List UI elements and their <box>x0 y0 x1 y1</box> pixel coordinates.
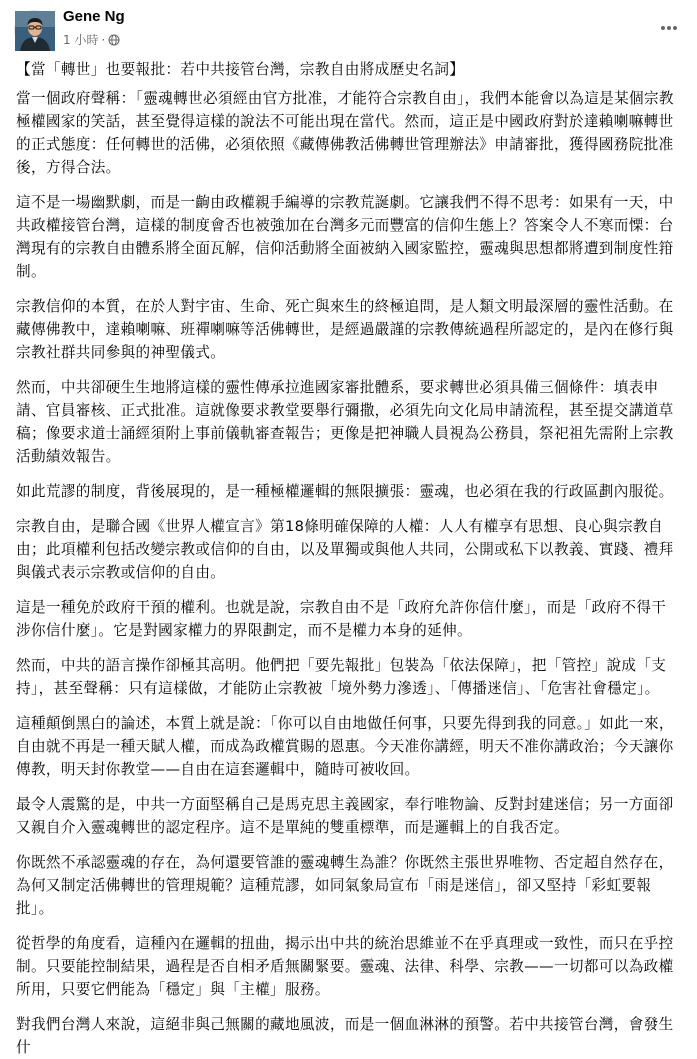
globe-icon[interactable] <box>108 34 120 46</box>
post-header <box>0 0 697 58</box>
post-paragraph: 當一個政府聲稱：「靈魂轉世必須經由官方批准，才能符合宗教自由」，我們本能會以為這是某個宗教極權國家的笑話，甚至覺得這樣的說法不可能出現在當代。然而，這正是中國政府對於達賴喇嘛轉世的正式態度：任何轉世的活佛，必須依照《藏傳佛教活佛轉世管理辦法》申請審批，獲得國務院批准後，方得合法。 <box>16 90 674 176</box>
post-paragraph: 然而，中共的語言操作卻極其高明。他們把「要先報批」包裝為「依法保障」，把「管控」說成「支持」，甚至聲稱：只有這樣做，才能防止宗教被「境外勢力滲透」、「傳播迷信」、「危害社會穩定」。 <box>16 657 667 697</box>
post-title: 【當「轉世」也要報批：若中共接管台灣，宗教自由將成歷史名詞】 <box>16 61 465 78</box>
more-options-button[interactable] <box>651 10 687 46</box>
post-paragraph: 宗教自由，是聯合國《世界人權宣言》第18條明確保障的人權：人人有權享有思想、良心與宗教自由；此項權利包括改變宗教或信仰的自由，以及單獨或與他人共同，公開或私下以教義、實踐、禮拜與儀式表示宗教或信仰的自由。 <box>16 518 674 581</box>
post-paragraph: 這種顛倒黑白的論述，本質上就是說：「你可以自由地做任何事，只要先得到我的同意。」如此一來，自由就不再是一種天賦人權，而成為政權賞賜的恩惠。今天准你講經，明天不准你講政治；今天讓你傳教，明天封你教堂——自由在這套邏輯中，隨時可被收回。 <box>16 715 674 778</box>
post-paragraph: 這不是一場幽默劇，而是一齣由政權親手編導的宗教荒誕劇。它讓我們不得不思考：如果有一天，中共政權接管台灣，這樣的制度會否也被強加在台灣多元而豐富的信仰生態上？答案令人不寒而慄：台灣現有的宗教自由體系將全面瓦解，信仰活動將全面被納入國家監控，靈魂與思想都將遭到制度性箝制。 <box>16 194 674 280</box>
post-paragraph: 宗教信仰的本質，在於人對宇宙、生命、死亡與來生的終極追問，是人類文明最深層的靈性活動。在藏傳佛教中，達賴喇嘛、班禪喇嘛等活佛轉世，是經過嚴謹的宗教傳統過程所認定的，是內在修行與宗教社群共同參與的神聖儀式。 <box>16 298 674 361</box>
post-paragraph: 然而，中共卻硬生生地將這樣的靈性傳承拉進國家審批體系，要求轉世必須具備三個條件：填表申請、官員審核、正式批准。這就像要求教堂要舉行彌撒，必須先向文化局申請流程，甚至提交講道草稿；像要求道士誦經須附上事前儀軌審查報告；更像是把神職人員視為公務員，祭祀祖先需附上宗教活動績效報告。 <box>16 379 674 465</box>
author-name[interactable]: Gene Ng <box>63 8 125 25</box>
post-paragraph: 最令人震驚的是，中共一方面堅稱自己是馬克思主義國家，奉行唯物論、反對封建迷信；另一方面卻又親自介入靈魂轉世的認定程序。這不是單純的雙重標準，而是邏輯上的自我否定。 <box>16 796 674 836</box>
post-body <box>0 58 697 1059</box>
post-paragraph: 這是一種免於政府干預的權利。也就是說，宗教自由不是「政府允許你信什麼」，而是「政府不得干涉你信什麼」。它是對國家權力的界限劃定，而不是權力本身的延伸。 <box>16 599 667 639</box>
more-options-icon <box>659 18 679 38</box>
post-paragraph: 你既然不承認靈魂的存在，為何還要管誰的靈魂轉生為誰？你既然主張世界唯物、否定超自然存在，為何又制定活佛轉世的管理規範？這種荒謬，如同氣象局宣布「雨是迷信」，卻又堅持「彩虹要報批」。 <box>16 854 674 917</box>
post-paragraph: 對我們台灣人來說，這絕非與己無關的藏地風波，而是一個血淋淋的預警。若中共接管台灣，會發生什 <box>16 1016 674 1056</box>
author-avatar[interactable] <box>14 10 54 50</box>
avatar-portrait-icon <box>15 11 55 51</box>
post-paragraph: 如此荒謬的制度，背後展現的，是一種極權邏輯的無限擴張：靈魂，也必須在我的行政區劃內服從。 <box>16 483 674 500</box>
post-meta <box>63 31 120 48</box>
post-paragraph: 從哲學的角度看，這種內在邏輯的扭曲，揭示出中共的統治思維並不在乎真理或一致性，而只在乎控制。只要能控制結果，過程是否自相矛盾無關緊要。靈魂、法律、科學、宗教——一切都可以為政權所用，只要它們能為「穩定」與「主權」服務。 <box>16 935 674 998</box>
meta-separator: · <box>101 32 106 47</box>
post-time[interactable]: 1 小時 <box>63 33 99 47</box>
